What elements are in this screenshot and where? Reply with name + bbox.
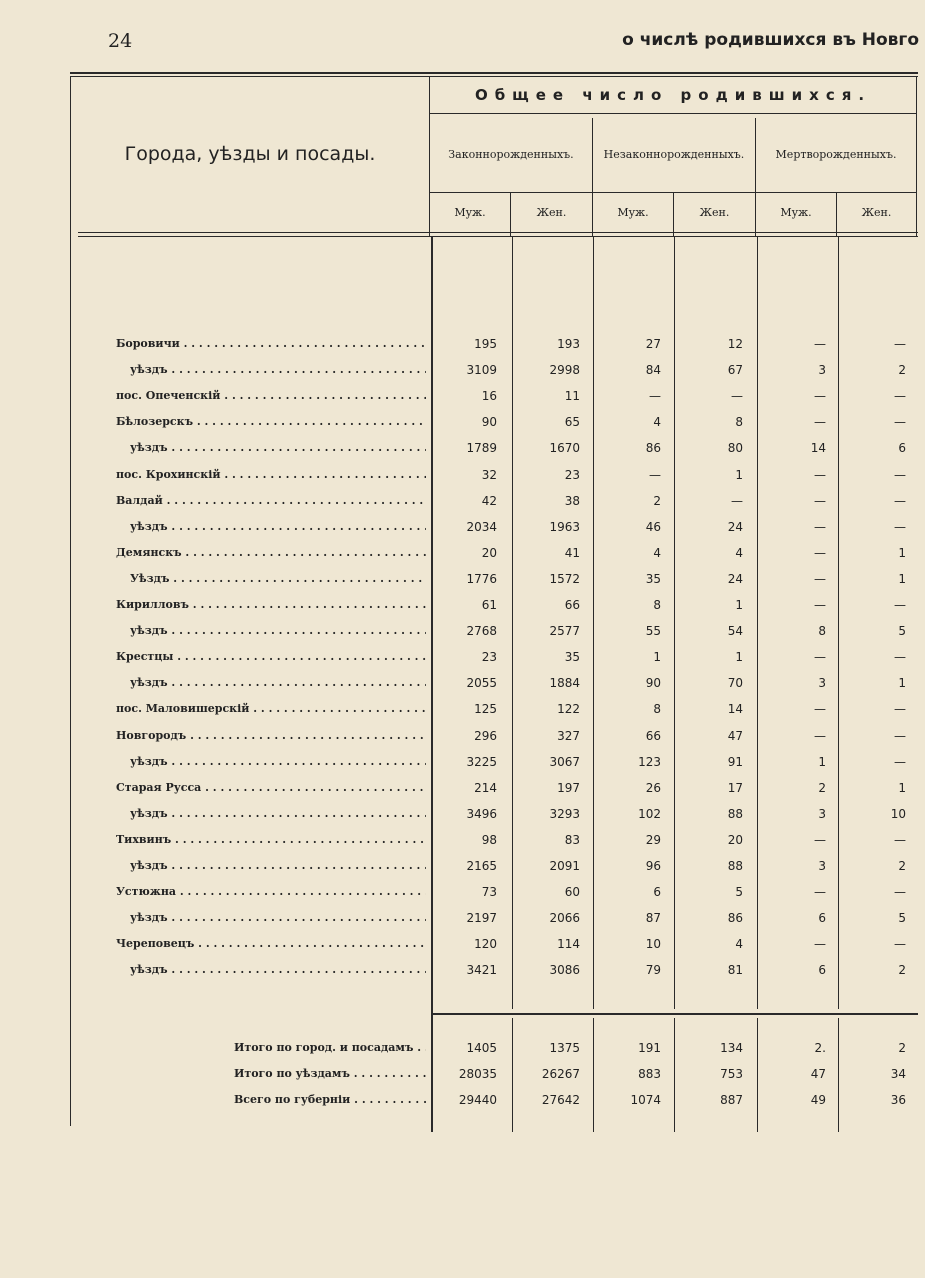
table-row xyxy=(0,833,925,853)
table-cell: 3225 xyxy=(466,754,497,769)
table-row xyxy=(0,389,925,409)
table-row xyxy=(0,885,925,905)
table-cell: 4 xyxy=(653,415,661,430)
table-cell: 1 xyxy=(735,467,743,482)
table-cell: 47 xyxy=(727,728,743,743)
table-cell: 73 xyxy=(481,885,497,900)
table-cell: 214 xyxy=(474,780,497,795)
row-label: уѣздъ . . . xyxy=(130,963,426,976)
row-label: Новгородъ . . . xyxy=(116,729,426,742)
table-cell: — xyxy=(814,885,826,900)
table-cell: 29 xyxy=(645,832,661,847)
table-cell: — xyxy=(731,493,743,508)
table-cell: 61 xyxy=(481,598,497,612)
column-header-legitimate: Законнорожденныхъ. xyxy=(448,148,574,161)
column-header-main: Общее число родившихся. xyxy=(474,86,872,104)
table-row xyxy=(0,729,925,749)
table-cell: 79 xyxy=(645,963,661,978)
table-cell: 29440 xyxy=(458,1093,497,1107)
row-label: уѣздъ . . . xyxy=(130,624,426,637)
table-cell: 753 xyxy=(720,1067,743,1081)
row-label: пос. Крохинскій . . . xyxy=(116,468,426,481)
table-cell: — xyxy=(894,519,906,534)
table-cell: — xyxy=(814,493,826,508)
table-row xyxy=(0,363,925,383)
row-label: пос. Маловишерскій . . . xyxy=(116,702,426,715)
table-cell: 70 xyxy=(727,676,743,691)
row-label: уѣздъ . . . xyxy=(130,755,426,768)
table-cell: — xyxy=(894,702,906,717)
table-row xyxy=(0,702,925,722)
table-row xyxy=(0,415,925,435)
table-row xyxy=(0,650,925,670)
table-cell: 191 xyxy=(638,1041,661,1055)
table-cell: 134 xyxy=(720,1041,743,1055)
table-cell: 6 xyxy=(653,885,661,900)
table-row xyxy=(0,755,925,775)
table-cell: 1 xyxy=(898,780,906,795)
table-cell: — xyxy=(731,389,743,404)
table-cell: 10 xyxy=(645,937,661,952)
table-cell: — xyxy=(814,415,826,430)
table-cell: 47 xyxy=(810,1067,826,1081)
table-cell: 49 xyxy=(810,1093,826,1107)
table-cell: — xyxy=(894,832,906,847)
table-cell: — xyxy=(894,389,906,404)
table-cell: 11 xyxy=(564,389,580,404)
table-cell: 35 xyxy=(645,571,661,586)
table-cell: — xyxy=(649,389,661,404)
table-cell: 3293 xyxy=(549,806,580,821)
table-cell: — xyxy=(894,728,906,743)
table-cell: 24 xyxy=(727,571,743,586)
table-cell: 65 xyxy=(564,415,580,430)
column-header-rowtitle: Города, уѣзды и посады. xyxy=(124,143,376,165)
table-cell: 3421 xyxy=(466,963,497,978)
table-row xyxy=(0,546,925,566)
table-cell: 2. xyxy=(814,1041,826,1055)
table-cell: 8 xyxy=(653,702,661,717)
table-cell: 2 xyxy=(818,780,826,795)
table-cell: — xyxy=(894,337,906,351)
table-cell: 67 xyxy=(727,363,743,378)
table-cell: — xyxy=(814,650,826,665)
row-label: Устюжна . . . xyxy=(116,885,426,898)
table-cell: 14 xyxy=(727,702,743,717)
table-cell: 27642 xyxy=(541,1093,580,1107)
table-cell: — xyxy=(894,598,906,612)
table-cell: 32 xyxy=(481,467,497,482)
total-row xyxy=(0,1067,925,1087)
table-cell: — xyxy=(814,832,826,847)
row-label: Тихвинъ . . . xyxy=(116,833,426,846)
table-cell: 2 xyxy=(898,859,906,873)
table-cell: — xyxy=(894,467,906,482)
table-cell: 3 xyxy=(818,363,826,378)
table-row xyxy=(0,468,925,488)
table-cell: 887 xyxy=(720,1093,743,1107)
table-cell: 195 xyxy=(474,337,497,351)
row-label: уѣздъ . . . xyxy=(130,441,426,454)
table-cell: — xyxy=(814,389,826,404)
table-cell: 6 xyxy=(898,441,906,456)
column-header-male-1: Муж. xyxy=(454,206,486,219)
table-cell: 1375 xyxy=(549,1041,580,1055)
table-cell: 5 xyxy=(898,624,906,639)
table-cell: 46 xyxy=(645,519,661,534)
table-cell: 8 xyxy=(818,624,826,639)
table-cell: — xyxy=(649,467,661,482)
table-cell: 4 xyxy=(653,545,661,560)
table-cell: 3 xyxy=(818,676,826,691)
total-row xyxy=(0,1041,925,1061)
table-cell: 36 xyxy=(890,1093,906,1107)
table-cell: 20 xyxy=(481,545,497,560)
table-cell: 17 xyxy=(727,780,743,795)
table-cell: 1074 xyxy=(630,1093,661,1107)
table-cell: 83 xyxy=(564,832,580,847)
table-cell: 102 xyxy=(638,806,661,821)
table-cell: — xyxy=(814,337,826,351)
table-cell: 96 xyxy=(645,859,661,873)
total-label: Всего по губерніи . . . xyxy=(234,1093,426,1106)
table-cell: 114 xyxy=(557,937,580,952)
table-cell: 193 xyxy=(557,337,580,351)
table-cell: 1776 xyxy=(466,571,497,586)
table-cell: — xyxy=(894,650,906,665)
table-cell: 3086 xyxy=(549,963,580,978)
table-cell: — xyxy=(814,571,826,586)
table-cell: 122 xyxy=(557,702,580,717)
table-cell: 8 xyxy=(653,598,661,612)
table-cell: — xyxy=(894,415,906,430)
table-row xyxy=(0,781,925,801)
table-cell: 90 xyxy=(645,676,661,691)
row-label: уѣздъ . . . xyxy=(130,911,426,924)
table-cell: 88 xyxy=(727,806,743,821)
table-row xyxy=(0,494,925,514)
table-row xyxy=(0,598,925,618)
table-cell: 2577 xyxy=(549,624,580,639)
table-cell: 2055 xyxy=(466,676,497,691)
table-cell: 14 xyxy=(810,441,826,456)
table-cell: 66 xyxy=(645,728,661,743)
row-label: уѣздъ . . . xyxy=(130,807,426,820)
table-cell: 2066 xyxy=(549,911,580,926)
table-cell: 1405 xyxy=(466,1041,497,1055)
table-cell: 88 xyxy=(727,859,743,873)
table-row xyxy=(0,624,925,644)
table-cell: 120 xyxy=(474,937,497,952)
table-cell: 41 xyxy=(564,545,580,560)
table-cell: 66 xyxy=(564,598,580,612)
table-cell: 35 xyxy=(564,650,580,665)
table-cell: 2034 xyxy=(466,519,497,534)
column-header-female-3: Жен. xyxy=(861,206,892,219)
table-cell: 3109 xyxy=(466,363,497,378)
table-cell: 20 xyxy=(727,832,743,847)
table-cell: 1 xyxy=(653,650,661,665)
row-label: уѣздъ . . . xyxy=(130,676,426,689)
table-row xyxy=(0,859,925,879)
table-cell: 23 xyxy=(564,467,580,482)
table-cell: 123 xyxy=(638,754,661,769)
table-cell: — xyxy=(814,519,826,534)
table-cell: — xyxy=(894,493,906,508)
table-cell: 10 xyxy=(890,806,906,821)
table-cell: 1 xyxy=(898,545,906,560)
table-cell: 54 xyxy=(727,624,743,639)
column-header-stillborn: Мертворожденныхъ. xyxy=(775,148,897,161)
column-header-male-2: Муж. xyxy=(617,206,649,219)
table-cell: 5 xyxy=(735,885,743,900)
table-cell: 26267 xyxy=(541,1067,580,1081)
table-cell: — xyxy=(814,545,826,560)
total-label: Итого по уѣздамъ . . . xyxy=(234,1067,426,1080)
table-row xyxy=(0,963,925,983)
table-row xyxy=(0,676,925,696)
table-cell: 91 xyxy=(727,754,743,769)
table-row xyxy=(0,911,925,931)
table-cell: — xyxy=(814,937,826,952)
row-label: Валдай . . . xyxy=(116,494,426,507)
table-cell: — xyxy=(894,937,906,952)
row-label: Старая Русса . . . xyxy=(116,781,426,794)
row-label: Бѣлозерскъ . . . xyxy=(116,415,426,428)
table-cell: 197 xyxy=(557,780,580,795)
table-cell: 2165 xyxy=(466,859,497,873)
table-cell: 55 xyxy=(645,624,661,639)
table-cell: 883 xyxy=(638,1067,661,1081)
table-cell: 34 xyxy=(890,1067,906,1081)
table-cell: 3496 xyxy=(466,806,497,821)
table-cell: 4 xyxy=(735,937,743,952)
table-cell: — xyxy=(814,467,826,482)
table-cell: — xyxy=(894,885,906,900)
page-title: о числѣ родившихся въ Новго xyxy=(622,30,919,50)
row-label: Крестцы . . . xyxy=(116,650,426,663)
table-cell: 2 xyxy=(898,963,906,978)
table-cell: 8 xyxy=(735,415,743,430)
table-cell: 1 xyxy=(735,650,743,665)
table-cell: 86 xyxy=(727,911,743,926)
table-row xyxy=(0,937,925,957)
table-cell: 1 xyxy=(818,754,826,769)
table-cell: 90 xyxy=(481,415,497,430)
table-cell: 3 xyxy=(818,859,826,873)
table-cell: 2998 xyxy=(549,363,580,378)
table-cell: 38 xyxy=(564,493,580,508)
table-cell: 27 xyxy=(645,337,661,351)
table-cell: — xyxy=(894,754,906,769)
table-cell: 2197 xyxy=(466,911,497,926)
row-label: Боровичи . . . xyxy=(116,337,426,350)
table-cell: 6 xyxy=(818,911,826,926)
column-header-female-2: Жен. xyxy=(699,206,730,219)
column-header-illegitimate: Незаконнорожденныхъ. xyxy=(603,148,745,161)
table-cell: 3067 xyxy=(549,754,580,769)
table-row xyxy=(0,441,925,461)
table-cell: 87 xyxy=(645,911,661,926)
table-cell: 296 xyxy=(474,728,497,743)
total-label: Итого по город. и посадамъ . . . xyxy=(234,1041,426,1054)
table-cell: 2 xyxy=(653,493,661,508)
table-row xyxy=(0,520,925,540)
table-cell: — xyxy=(814,598,826,612)
table-cell: 42 xyxy=(481,493,497,508)
table-cell: 1 xyxy=(735,598,743,612)
row-label: Демянскъ . . . xyxy=(116,546,426,559)
table-row xyxy=(0,807,925,827)
table-cell: 2 xyxy=(898,363,906,378)
table-cell: 1572 xyxy=(549,571,580,586)
table-cell: 1963 xyxy=(549,519,580,534)
table-cell: 1789 xyxy=(466,441,497,456)
table-cell: 3 xyxy=(818,806,826,821)
table-cell: 28035 xyxy=(458,1067,497,1081)
table-cell: 16 xyxy=(481,389,497,404)
table-cell: 2091 xyxy=(549,859,580,873)
table-cell: 125 xyxy=(474,702,497,717)
table-cell: 1 xyxy=(898,676,906,691)
row-label: пос. Опеченскій . . . xyxy=(116,389,426,402)
table-cell: 81 xyxy=(727,963,743,978)
column-header-male-3: Муж. xyxy=(780,206,812,219)
table-cell: 80 xyxy=(727,441,743,456)
row-label: уѣздъ . . . xyxy=(130,363,426,376)
table-cell: 6 xyxy=(818,963,826,978)
row-label: Череповецъ . . . xyxy=(116,937,426,950)
table-cell: 327 xyxy=(557,728,580,743)
table-row xyxy=(0,572,925,592)
table-cell: 84 xyxy=(645,363,661,378)
table-cell: 5 xyxy=(898,911,906,926)
row-label: Кирилловъ . . . xyxy=(116,598,426,611)
table-row xyxy=(0,337,925,357)
table-cell: 26 xyxy=(645,780,661,795)
table-cell: 2 xyxy=(898,1041,906,1055)
total-row xyxy=(0,1093,925,1113)
table-cell: 23 xyxy=(481,650,497,665)
column-header-female-1: Жен. xyxy=(536,206,567,219)
table-cell: 12 xyxy=(727,337,743,351)
table-cell: 24 xyxy=(727,519,743,534)
table-cell: 1670 xyxy=(549,441,580,456)
table-cell: 1 xyxy=(898,571,906,586)
table-cell: 98 xyxy=(481,832,497,847)
table-cell: 4 xyxy=(735,545,743,560)
table-cell: — xyxy=(814,702,826,717)
table-cell: 86 xyxy=(645,441,661,456)
table-cell: 2768 xyxy=(466,624,497,639)
table-cell: — xyxy=(814,728,826,743)
row-label: уѣздъ . . . xyxy=(130,859,426,872)
table-cell: 60 xyxy=(564,885,580,900)
page-number: 24 xyxy=(108,30,133,52)
row-label: уѣздъ . . . xyxy=(130,520,426,533)
table-cell: 1884 xyxy=(549,676,580,691)
row-label: Уѣздъ . . . xyxy=(130,572,426,585)
